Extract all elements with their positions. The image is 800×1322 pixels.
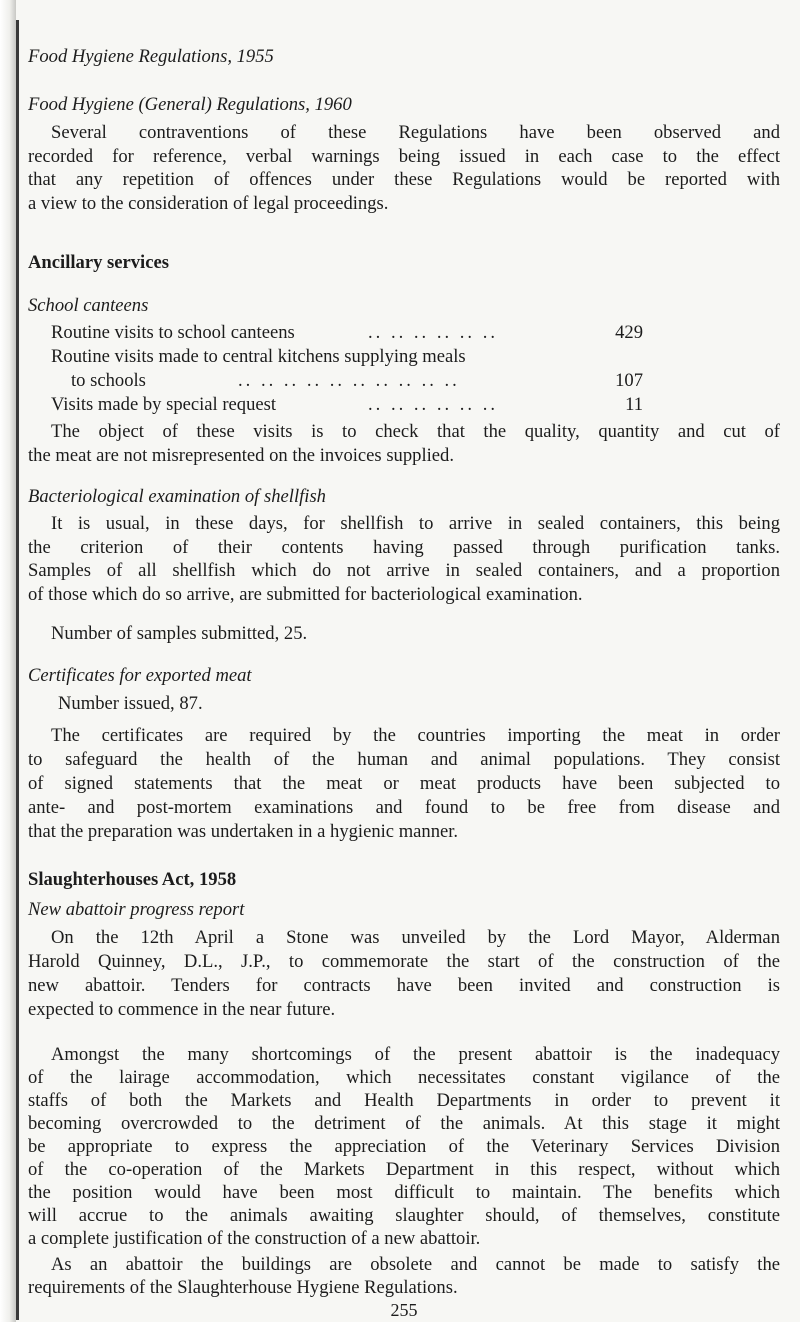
para-shortcomings-line: will accrue to the animals awaiting slaughter should, of themselves, constitute xyxy=(28,1205,780,1226)
binding-shadow-line xyxy=(16,20,19,1320)
para-regs-line: a view to the consideration of legal proceedings. xyxy=(28,193,389,214)
para-regs-line: recorded for reference, verbal warnings being issued in each case to the effect xyxy=(28,146,780,167)
para-stone-line: On the 12th April a Stone was unveiled by the Lord Mayor, Alderman xyxy=(51,927,780,948)
para-certificates-line: ante- and post-mortem examinations and found to be free from disease and xyxy=(28,797,780,818)
heading-regs-1960: Food Hygiene (General) Regulations, 1960 xyxy=(28,94,352,115)
dot-leader: .. .. .. .. .. .. xyxy=(368,322,499,343)
para-shortcomings-line: Amongst the many shortcomings of the present abattoir is the inadequacy xyxy=(51,1044,780,1065)
stat-label-school-canteens: Routine visits to school canteens xyxy=(51,322,295,343)
para-shortcomings-line: of the co-operation of the Markets Department in this respect, without which xyxy=(28,1159,780,1180)
para-shortcomings-line: of the lairage accommodation, which necessitates constant vigilance of the xyxy=(28,1067,780,1088)
stat-label-central-kitchens: Routine visits made to central kitchens supplying meals xyxy=(51,346,466,367)
heading-school-canteens: School canteens xyxy=(28,295,149,316)
para-obsolete-line: As an abattoir the buildings are obsolete and cannot be made to satisfy the xyxy=(51,1254,780,1275)
page-number: 255 xyxy=(390,1300,418,1320)
para-shortcomings-line: the position would have been most difficult to maintain. The benefits which xyxy=(28,1182,780,1203)
stat-label-central-kitchens-cont: to schools xyxy=(71,370,146,391)
para-shortcomings-line: becoming overcrowded to the detriment of the animals. At this stage it might xyxy=(28,1113,780,1134)
para-stone-line: new abattoir. Tenders for contracts have been invited and construction is xyxy=(28,975,780,996)
dot-leader: .. .. .. .. .. .. .. .. .. .. xyxy=(238,370,460,391)
para-obsolete-line: requirements of the Slaughterhouse Hygiene Regulations. xyxy=(28,1277,458,1298)
para-canteen-line: the meat are not misrepresented on the invoices supplied. xyxy=(28,445,454,466)
stat-value-central-kitchens: 107 xyxy=(615,370,643,391)
para-regs-line: Several contraventions of these Regulations have been observed and xyxy=(51,122,780,143)
heading-certificates: Certificates for exported meat xyxy=(28,665,252,686)
para-shortcomings-line: be appropriate to express the appreciation of the Veterinary Services Division xyxy=(28,1136,780,1157)
heading-slaughterhouses-act: Slaughterhouses Act, 1958 xyxy=(28,869,237,890)
para-certificates-line: of signed statements that the meat or meat products have been subjected to xyxy=(28,773,780,794)
heading-ancillary-services: Ancillary services xyxy=(28,252,169,273)
para-stone-line: expected to commence in the near future. xyxy=(28,999,336,1020)
para-certificates-line: to safeguard the health of the human and animal populations. They consist xyxy=(28,749,780,770)
para-shellfish-line: the criterion of their contents having passed through purification tanks. xyxy=(28,537,780,558)
dot-leader: .. .. .. .. .. .. xyxy=(368,394,499,415)
para-shortcomings-line: a complete justification of the construction of a new abattoir. xyxy=(28,1228,481,1249)
para-shellfish-line: of those which do so arrive, are submitted for bacteriological examination. xyxy=(28,584,583,605)
para-shortcomings-line: staffs of both the Markets and Health Departments in order to prevent it xyxy=(28,1090,780,1111)
para-shellfish-line: Samples of all shellfish which do not arrive in sealed containers, and a proportion xyxy=(28,560,780,581)
para-canteen-line: The object of these visits is to check that the quality, quantity and cut of xyxy=(51,421,780,442)
number-issued: Number issued, 87. xyxy=(58,693,203,714)
para-regs-line: that any repetition of offences under these Regulations would be reported with xyxy=(28,169,780,190)
heading-regs-1955: Food Hygiene Regulations, 1955 xyxy=(28,46,274,67)
stat-label-special-request: Visits made by special request xyxy=(51,394,277,415)
stat-value-school-canteens: 429 xyxy=(615,322,643,343)
para-certificates-line: that the preparation was undertaken in a hygienic manner. xyxy=(28,821,459,842)
heading-bacteriological: Bacteriological examination of shellfish xyxy=(28,486,326,507)
para-certificates-line: The certificates are required by the countries importing the meat in order xyxy=(51,725,780,746)
samples-submitted: Number of samples submitted, 25. xyxy=(51,623,308,644)
heading-new-abattoir: New abattoir progress report xyxy=(28,899,245,920)
para-stone-line: Harold Quinney, D.L., J.P., to commemorate the start of the construction of the xyxy=(28,951,780,972)
stat-value-special-request: 11 xyxy=(625,394,643,415)
page-binding-edge xyxy=(0,0,16,1322)
para-shellfish-line: It is usual, in these days, for shellfish to arrive in sealed containers, this being xyxy=(51,513,780,534)
